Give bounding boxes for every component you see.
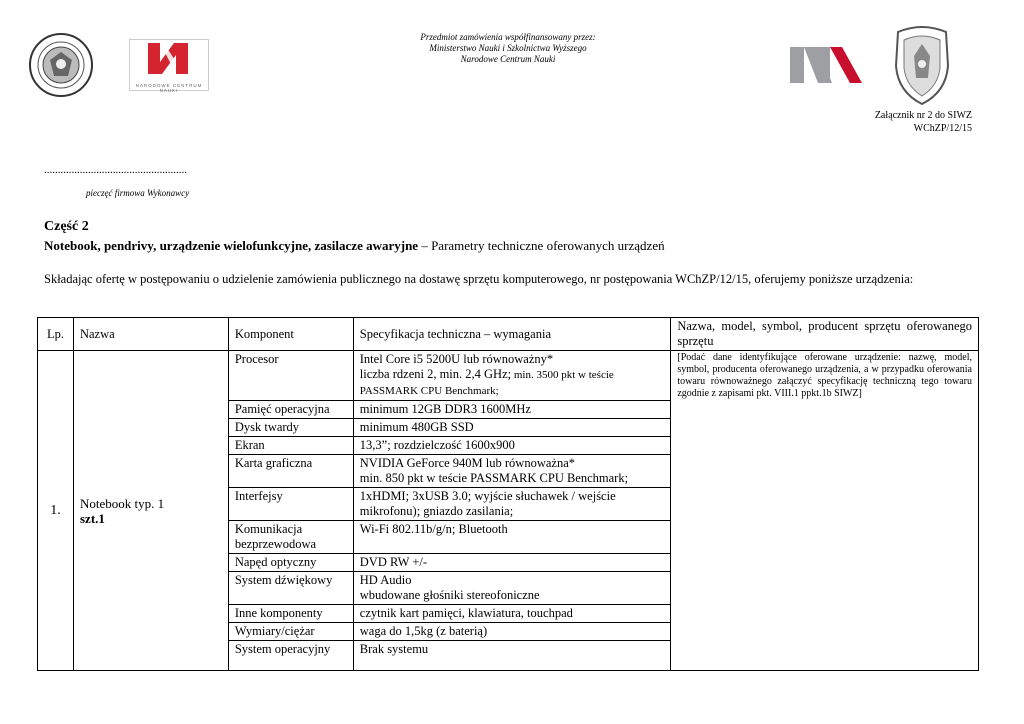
component-cell: Procesor: [228, 351, 353, 401]
component-cell: Napęd optyczny: [228, 554, 353, 572]
component-cell: Dysk twardy: [228, 419, 353, 437]
component-cell: Interfejsy: [228, 488, 353, 521]
row-lp: 1.: [38, 351, 74, 671]
university-seal-logo: [28, 32, 94, 98]
spec-cell: minimum 12GB DDR3 1600MHz: [353, 401, 671, 419]
item-qty: szt.1: [79, 510, 105, 526]
component-cell: System operacyjny: [228, 641, 353, 671]
component-cell: Pamięć operacyjna: [228, 401, 353, 419]
annex-reference: [875, 109, 972, 135]
component-cell: Ekran: [228, 437, 353, 455]
subtitle-bold: Notebook, pendrivy, urządzenie wielofunkcyjne, zasilacze awaryjne: [44, 238, 419, 253]
funding-line-3: Narodowe Centrum Nauki: [460, 54, 556, 64]
spec-cell: czytnik kart pamięci, klawiatura, touchpad: [353, 605, 671, 623]
header-offer: Nazwa, model, symbol, producent sprzętu oferowanego sprzętu: [671, 318, 979, 351]
header-spec: Specyfikacja techniczna – wymagania: [353, 318, 671, 351]
component-cell: Komunikacja bezprzewodowa: [228, 521, 353, 554]
spec-cell: [353, 572, 671, 605]
item-name-cell: [73, 351, 228, 671]
spec-cell: Wi-Fi 802.11b/g/n; Bluetooth: [353, 521, 671, 554]
header-name: Nazwa: [73, 318, 228, 351]
spec-cell: waga do 1,5kg (z baterią): [353, 623, 671, 641]
table-header-row: [38, 318, 979, 351]
spec-cell: minimum 480GB SSD: [353, 419, 671, 437]
spec-cell: [353, 351, 671, 401]
offer-note-cell: [Podać dane identyfikujące oferowane urządzenie: nazwę, model, symbol, producenta oferowanego urządzenia, a w przypadku oferowania towaru równoważnego załączyć specyfikację techniczną tego towaru zgodnie z zapisami pkt. VIII.1 ppkt.1b SIWZ]: [671, 351, 979, 671]
spec-cell: [353, 455, 671, 488]
ncn-logo: [129, 39, 209, 91]
component-cell: System dźwiękowy: [228, 572, 353, 605]
funding-header: [380, 32, 636, 65]
spec-cell: Brak systemu: [353, 641, 671, 671]
mnisw-logo: [790, 45, 862, 85]
coat-of-arms-logo: [890, 26, 954, 106]
intro-paragraph: Składając ofertę w postępowaniu o udzielenie zamówienia publicznego na dostawę sprzętu komputerowego, nr postępowania WChZP/12/15, oferujemy poniższe urządzenia:: [44, 272, 914, 286]
subtitle-rest: – Parametry techniczne oferowanych urządzeń: [418, 238, 665, 253]
funding-line-1: Przedmiot zamówienia współfinansowany przez:: [420, 32, 596, 42]
specification-table: [37, 317, 979, 671]
component-cell: Karta graficzna: [228, 455, 353, 488]
spec-small-text: min. 3500 pkt w teście PASSMARK CPU Benchmark;: [359, 369, 614, 397]
spec-text: liczba rdzeni 2, min. 2,4 GHz;: [359, 367, 512, 381]
header-lp: Lp.: [38, 318, 74, 351]
part-subtitle: [44, 238, 665, 254]
spec-line: HD Audio: [359, 573, 412, 587]
ncn-logo-text: NARODOWE CENTRUM NAUKI: [135, 83, 203, 93]
header-component: Komponent: [228, 318, 353, 351]
component-cell: Wymiary/ciężar: [228, 623, 353, 641]
funding-line-2: Ministerstwo Nauki i Szkolnictwa Wyższego: [429, 43, 587, 53]
table-row: [38, 351, 979, 401]
spec-line: NVIDIA GeForce 940M lub równoważna*: [359, 456, 575, 470]
spec-line: [360, 367, 665, 399]
spec-line: Intel Core i5 5200U lub równoważny*: [359, 352, 554, 366]
part-title: Część 2: [44, 219, 89, 234]
spec-cell: 13,3”; rozdzielczość 1600x900: [353, 437, 671, 455]
spec-cell: DVD RW +/-: [353, 554, 671, 572]
annex-line-1: Załącznik nr 2 do SIWZ: [874, 110, 972, 121]
stamp-label: pieczęć firmowa Wykonawcy: [86, 188, 190, 198]
annex-line-2: WChZP/12/15: [913, 123, 972, 134]
spec-line: wbudowane głośniki stereofoniczne: [359, 588, 540, 602]
stamp-dotted-line: ....................................................: [44, 164, 187, 176]
spec-line: min. 850 pkt w teście PASSMARK CPU Benchmark;: [359, 471, 629, 485]
spec-cell: 1xHDMI; 3xUSB 3.0; wyjście słuchawek / wejście mikrofonu); gniazdo zasilania;: [353, 488, 671, 521]
item-name: Notebook typ. 1: [79, 495, 165, 511]
component-cell: Inne komponenty: [228, 605, 353, 623]
